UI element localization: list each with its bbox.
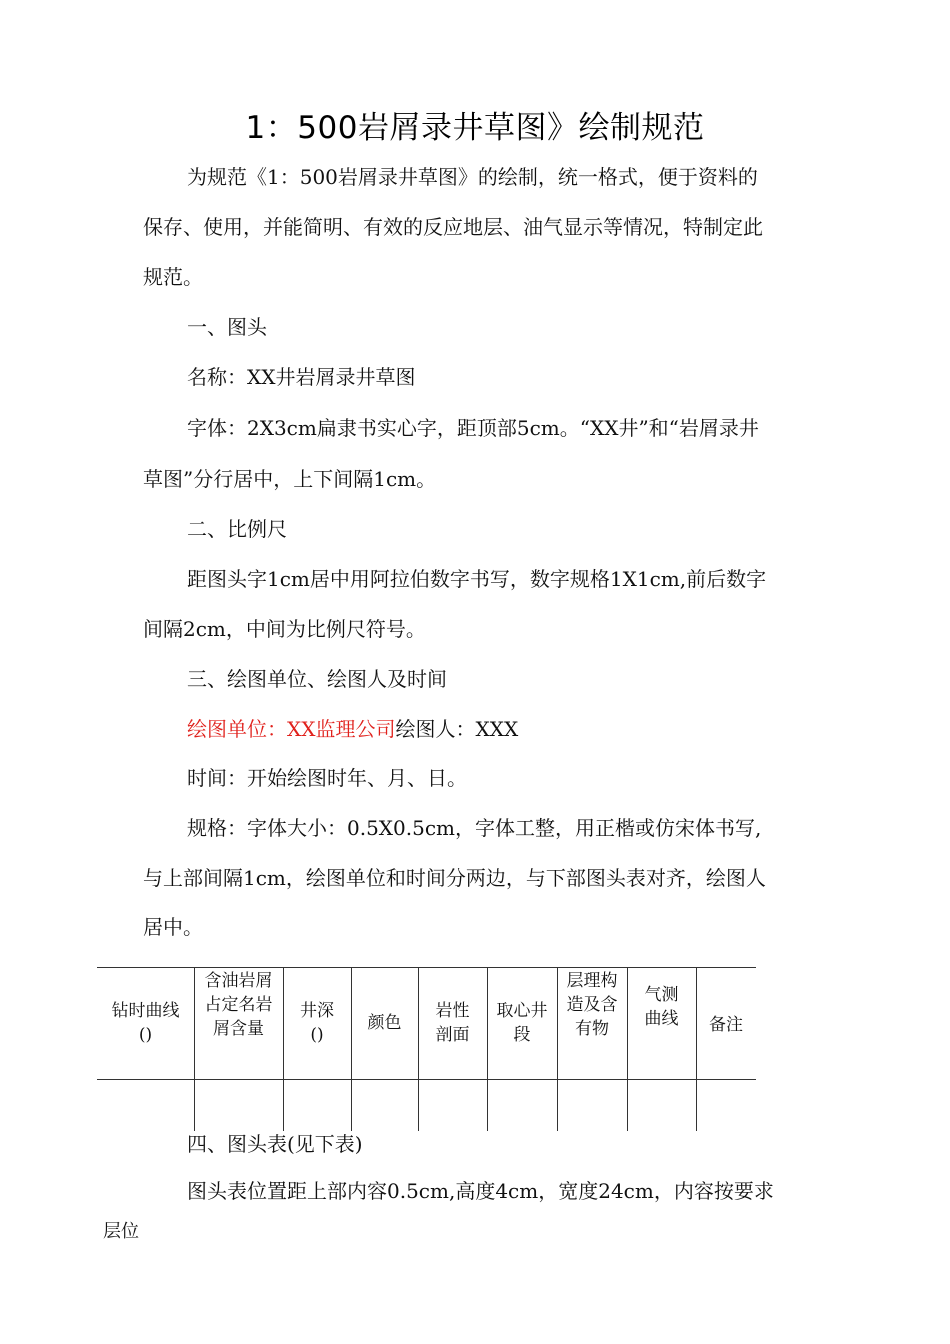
spec-line-2: 与上部间隔1cm，绘图单位和时间分两边，与下部图头表对齐，绘图人 <box>143 866 766 890</box>
table-header-coring: 取心井 段 <box>496 1001 548 1045</box>
layer-label: 层位 <box>103 1221 139 1242</box>
scale-line-1: 距图头字1cm居中用阿拉伯数字书写，数字规格1X1cm,前后数字 <box>187 567 767 591</box>
spec-line-1: 规格：字体大小：0.5X0.5cm，字体工整，用正楷或仿宋体书写, <box>187 816 762 840</box>
document-title: 1：500岩屑录井草图》绘制规范 <box>245 110 705 146</box>
table-header-remarks: 备注 <box>709 1015 743 1035</box>
section-heading-scale: 二、比例尺 <box>187 517 287 541</box>
header-font-line-2: 草图”分行居中，上下间隔1cm。 <box>143 467 437 491</box>
drawing-time: 时间：开始绘图时年、月、日。 <box>187 766 467 790</box>
table-header-depth: 井深 () <box>300 1001 334 1045</box>
section-heading-header-table: 四、图头表(见下表) <box>187 1132 363 1156</box>
table-header-gas-log: 气测 曲线 <box>644 985 679 1029</box>
table-header-color: 颜色 <box>367 1013 402 1033</box>
header-font-line-1: 字体：2X3cm扁隶书实心字，距顶部5cm。“XX井”和“岩屑录井 <box>187 416 759 440</box>
intro-line-2: 保存、使用，并能简明、有效的反应地层、油气显示等情况，特制定此 <box>143 215 763 239</box>
section-heading-header: 一、图头 <box>187 315 267 339</box>
section-heading-drawing-unit: 三、绘图单位、绘图人及时间 <box>187 667 447 691</box>
table-header-drill-time: 钻时曲线 () <box>111 1001 180 1045</box>
header-name: 名称：XX井岩屑录井草图 <box>187 365 416 389</box>
intro-line-3: 规范。 <box>143 265 203 289</box>
drawing-person: 绘图人：XXX <box>395 717 519 741</box>
spec-line-3: 居中。 <box>143 915 203 939</box>
table-header-bedding: 层理构 造及含 有物 <box>566 971 618 1039</box>
intro-line-1: 为规范《1：500岩屑录井草图》的绘制，统一格式，便于资料的 <box>187 165 758 189</box>
table-header-oil-cuttings: 含油岩屑 占定名岩 屑含量 <box>204 971 273 1039</box>
header-table-line-1: 图头表位置距上部内容0.5cm,高度4cm，宽度24cm，内容按要求 <box>187 1179 774 1203</box>
table-header-lithology: 岩性 剖面 <box>435 1001 470 1045</box>
scale-line-2: 间隔2cm，中间为比例尺符号。 <box>143 617 426 641</box>
drawing-unit-line <box>187 715 518 743</box>
header-table <box>97 967 756 1131</box>
drawing-unit: 绘图单位：XX监理公司 <box>187 717 396 741</box>
